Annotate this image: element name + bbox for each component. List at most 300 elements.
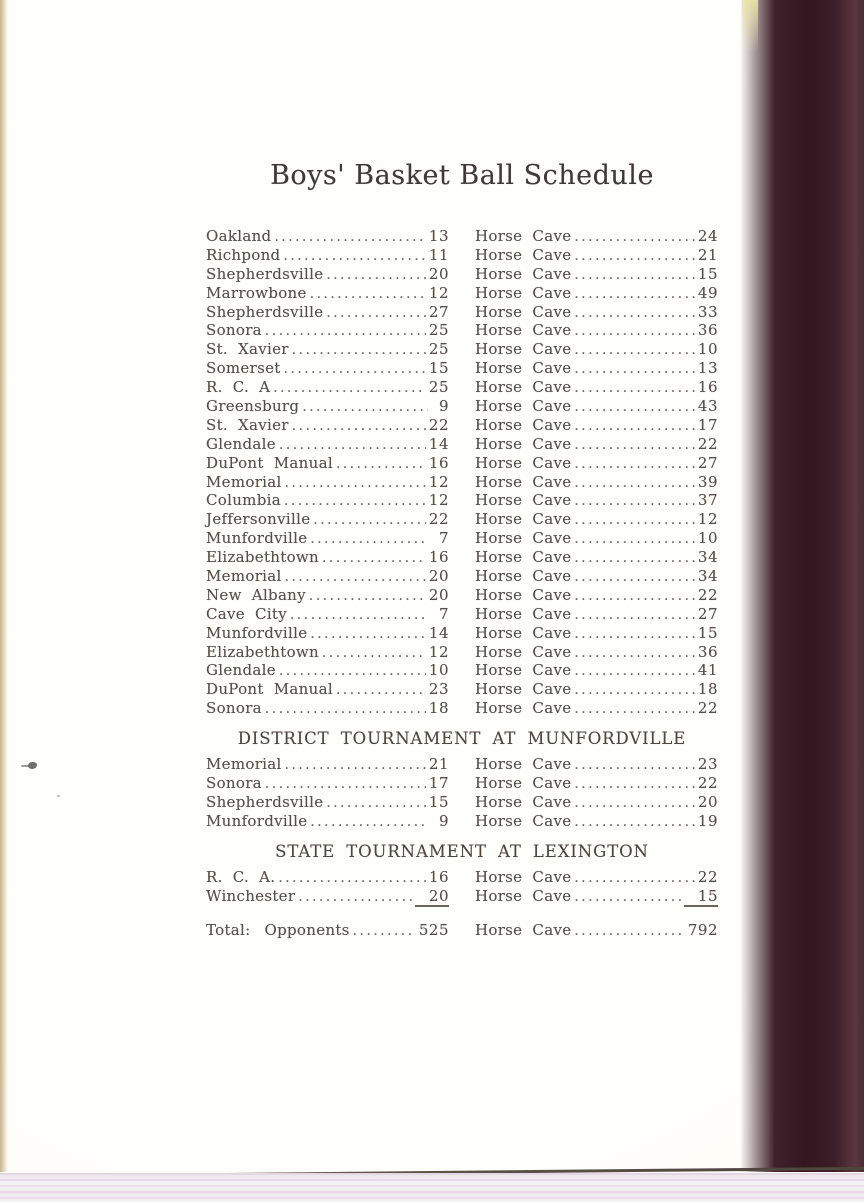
horse-cave-score: 41 — [697, 661, 718, 680]
binding-top-highlight — [742, 0, 758, 52]
opponent-game — [206, 340, 449, 358]
opponent-game — [206, 246, 449, 264]
schedule-row — [206, 643, 718, 662]
opponent-score: 16 — [428, 548, 449, 567]
dot-leader — [574, 607, 695, 623]
opponent-game — [206, 265, 449, 283]
opponent-score: 20 — [428, 264, 449, 283]
horse-cave-game — [475, 605, 718, 623]
dot-leader — [574, 418, 695, 434]
horse-cave-score: 43 — [697, 397, 718, 416]
opponent-name: Columbia — [206, 491, 281, 510]
opponent-score: 12 — [428, 491, 449, 510]
horse-cave-game — [475, 887, 718, 907]
dot-leader — [574, 870, 695, 886]
opponent-score: 22 — [428, 510, 449, 529]
opponent-score: 9 — [438, 397, 449, 416]
opponent-name: Jeffersonville — [206, 510, 311, 529]
opponent-name: Glendale — [206, 434, 276, 453]
dot-leader — [326, 267, 426, 283]
opponent-score: 10 — [428, 661, 449, 680]
horse-cave-game — [475, 548, 718, 566]
opponent-game — [206, 793, 449, 811]
dot-leader — [574, 512, 695, 528]
dot-leader — [322, 550, 426, 566]
horse-cave-name: Horse Cave — [475, 302, 572, 321]
horse-cave-name: Horse Cave — [475, 548, 572, 567]
opponent-game — [206, 397, 449, 415]
opponent-name: Shepherdsville — [206, 792, 324, 811]
horse-cave-game — [475, 416, 718, 434]
dot-leader — [292, 342, 426, 358]
horse-cave-game — [475, 624, 718, 642]
horse-cave-name: Horse Cave — [475, 434, 572, 453]
dot-leader — [309, 588, 426, 604]
opponent-name: R. C. A — [206, 378, 271, 397]
dot-leader — [574, 588, 695, 604]
main-schedule — [206, 227, 718, 718]
schedule-row — [206, 359, 718, 378]
dot-leader — [273, 380, 426, 396]
schedule-row — [206, 378, 718, 397]
horse-cave-score: 33 — [697, 302, 718, 321]
horse-cave-score: 18 — [697, 680, 718, 699]
opponent-score: 27 — [428, 302, 449, 321]
dot-leader — [574, 531, 695, 547]
opponent-game — [206, 586, 449, 604]
opponent-game — [206, 812, 449, 830]
horse-cave-name: Horse Cave — [475, 774, 572, 793]
schedule-row — [206, 265, 718, 284]
horse-cave-name: Horse Cave — [475, 867, 572, 886]
district-tournament-schedule — [206, 755, 718, 831]
dot-leader — [574, 437, 695, 453]
schedule-row — [206, 284, 718, 303]
opponent-score: 21 — [428, 755, 449, 774]
dot-leader — [574, 663, 695, 679]
opponents-total-name: Opponents — [264, 920, 350, 939]
opponent-name: DuPont Manual — [206, 453, 333, 472]
schedule-row — [206, 567, 718, 586]
schedule-row — [206, 661, 718, 680]
horse-cave-score: 37 — [697, 491, 718, 510]
opponent-score: 7 — [438, 529, 449, 548]
schedule-row — [206, 774, 718, 793]
opponent-score: 25 — [428, 378, 449, 397]
dot-leader — [313, 512, 426, 528]
opponent-game — [206, 755, 449, 773]
dot-leader — [574, 267, 695, 283]
horse-cave-score: 27 — [697, 604, 718, 623]
dot-leader — [574, 682, 695, 698]
opponent-name: Somerset — [206, 359, 281, 378]
state-tournament-schedule — [206, 868, 718, 906]
horse-cave-score: 49 — [697, 283, 718, 302]
opponent-score: 11 — [428, 245, 449, 264]
horse-cave-name: Horse Cave — [475, 397, 572, 416]
dot-leader — [285, 757, 426, 773]
horse-cave-game — [475, 680, 718, 698]
schedule-row — [206, 510, 718, 529]
opponent-score: 16 — [428, 453, 449, 472]
opponent-score: 15 — [428, 792, 449, 811]
horse-cave-name: Horse Cave — [475, 453, 572, 472]
horse-cave-score: 34 — [697, 567, 718, 586]
opponent-name: Memorial — [206, 472, 282, 491]
horse-cave-score: 39 — [697, 472, 718, 491]
horse-cave-name: Horse Cave — [475, 699, 572, 718]
opponent-name: R. C. A. — [206, 867, 276, 886]
opponent-name: Richpond — [206, 245, 281, 264]
dot-leader — [265, 776, 426, 792]
horse-cave-score: 23 — [697, 755, 718, 774]
dot-leader — [574, 645, 695, 661]
opponent-game — [206, 529, 449, 547]
opponent-name: Memorial — [206, 755, 282, 774]
dot-leader — [298, 889, 412, 905]
opponent-name: Munfordville — [206, 529, 308, 548]
dot-leader — [284, 361, 426, 377]
opponent-game — [206, 284, 449, 302]
schedule-row — [206, 227, 718, 246]
horse-cave-score: 22 — [697, 774, 718, 793]
horse-cave-game — [475, 397, 718, 415]
opponent-game — [206, 473, 449, 491]
dot-leader — [265, 323, 426, 339]
horse-cave-game — [475, 454, 718, 472]
opponent-score: 25 — [428, 340, 449, 359]
opponent-name: Winchester — [206, 886, 296, 905]
schedule-row — [206, 473, 718, 492]
opponent-game — [206, 868, 449, 886]
opponent-name: Shepherdsville — [206, 302, 324, 321]
horse-cave-game — [475, 755, 718, 773]
opponent-name: Elizabethtown — [206, 548, 320, 567]
horse-cave-score: 17 — [697, 415, 718, 434]
opponent-name: Marrowbone — [206, 283, 307, 302]
horse-cave-score: 15 — [684, 887, 718, 907]
horse-cave-score: 36 — [697, 642, 718, 661]
schedule-row — [206, 699, 718, 718]
schedule-row — [206, 246, 718, 265]
opponent-game — [206, 321, 449, 339]
dot-leader — [353, 923, 416, 939]
opponent-name: Glendale — [206, 661, 276, 680]
schedule-row — [206, 605, 718, 624]
opponent-score: 12 — [428, 472, 449, 491]
dot-leader — [574, 229, 695, 245]
horse-cave-score: 19 — [697, 811, 718, 830]
horse-cave-game — [475, 265, 718, 283]
dot-leader — [574, 493, 695, 509]
dot-leader — [574, 795, 695, 811]
dot-leader — [574, 626, 695, 642]
opponent-game — [206, 359, 449, 377]
horse-cave-game — [475, 699, 718, 717]
opponent-score: 20 — [415, 887, 449, 907]
schedule-row — [206, 680, 718, 699]
opponent-game — [206, 548, 449, 566]
opponent-score: 14 — [428, 434, 449, 453]
horse-cave-name: Horse Cave — [475, 283, 572, 302]
horse-cave-score: 24 — [697, 227, 718, 245]
schedule-row — [206, 340, 718, 359]
horse-cave-game — [475, 643, 718, 661]
opponent-game — [206, 567, 449, 585]
horse-cave-total-score: 792 — [687, 920, 718, 939]
horse-cave-name: Horse Cave — [475, 510, 572, 529]
opponent-game — [206, 416, 449, 434]
horse-cave-name: Horse Cave — [475, 585, 572, 604]
opponent-score: 20 — [428, 567, 449, 586]
opponent-score: 25 — [428, 321, 449, 340]
dot-leader — [279, 437, 426, 453]
horse-cave-name: Horse Cave — [475, 567, 572, 586]
horse-cave-name: Horse Cave — [475, 415, 572, 434]
dot-leader — [574, 814, 695, 830]
dot-leader — [302, 399, 428, 415]
horse-cave-score: 22 — [697, 867, 718, 886]
horse-cave-score: 15 — [697, 264, 718, 283]
opponent-name: New Albany — [206, 585, 306, 604]
horse-cave-game — [475, 529, 718, 547]
opponent-game — [206, 303, 449, 321]
horse-cave-game — [475, 227, 718, 245]
opponent-name: Sonora — [206, 699, 262, 718]
opponent-game — [206, 510, 449, 528]
schedule-row — [206, 416, 718, 435]
horse-cave-game — [475, 491, 718, 509]
horse-cave-name: Horse Cave — [475, 623, 572, 642]
opponent-name: St. Xavier — [206, 340, 289, 359]
opponent-name: St. Xavier — [206, 415, 289, 434]
opponent-score: 13 — [428, 227, 449, 245]
opponent-score: 15 — [428, 359, 449, 378]
total-label: Total: — [206, 920, 251, 939]
schedule-row — [206, 586, 718, 605]
schedule-row — [206, 868, 718, 887]
opponent-game — [206, 227, 449, 245]
horse-cave-game — [475, 586, 718, 604]
horse-cave-name: Horse Cave — [475, 245, 572, 264]
horse-cave-score: 27 — [697, 453, 718, 472]
horse-cave-name: Horse Cave — [475, 491, 572, 510]
opponent-score: 16 — [428, 867, 449, 886]
horse-cave-name: Horse Cave — [475, 604, 572, 623]
horse-cave-score: 10 — [697, 529, 718, 548]
dot-leader — [574, 456, 695, 472]
opponent-score: 23 — [428, 680, 449, 699]
horse-cave-game — [475, 340, 718, 358]
horse-cave-score: 12 — [697, 510, 718, 529]
horse-cave-game — [475, 321, 718, 339]
page-content — [206, 160, 718, 939]
opponent-score: 20 — [428, 585, 449, 604]
horse-cave-game — [475, 378, 718, 396]
opponent-name: Oakland — [206, 227, 272, 245]
dot-leader — [310, 531, 428, 547]
horse-cave-score: 13 — [697, 359, 718, 378]
horse-cave-name: Horse Cave — [475, 359, 572, 378]
dot-leader — [574, 342, 695, 358]
horse-cave-game — [475, 793, 718, 811]
dot-leader — [574, 701, 695, 717]
dot-leader — [326, 305, 426, 321]
opponent-score: 14 — [428, 623, 449, 642]
horse-cave-name: Horse Cave — [475, 340, 572, 359]
schedule-row — [206, 755, 718, 774]
dot-leader — [574, 550, 695, 566]
opponent-game — [206, 605, 449, 623]
schedule-row — [206, 793, 718, 812]
dot-leader — [284, 493, 426, 509]
horse-cave-name: Horse Cave — [475, 792, 572, 811]
page-title: Boys' Basket Ball Schedule — [270, 160, 654, 191]
page-left-edge — [0, 0, 8, 1172]
opponent-score: 12 — [428, 642, 449, 661]
opponent-name: Shepherdsville — [206, 264, 324, 283]
dot-leader — [574, 286, 695, 302]
dot-leader — [278, 870, 426, 886]
schedule-row — [206, 491, 718, 510]
horse-cave-name: Horse Cave — [475, 378, 572, 397]
dot-leader — [336, 682, 426, 698]
dot-leader — [574, 569, 695, 585]
opponent-name: Memorial — [206, 567, 282, 586]
opponent-score: 17 — [428, 774, 449, 793]
horse-cave-score: 16 — [697, 378, 718, 397]
dot-leader — [283, 248, 425, 264]
schedule-row — [206, 321, 718, 340]
opponent-score: 22 — [428, 415, 449, 434]
dot-leader — [285, 475, 426, 491]
opponent-name: Greensburg — [206, 397, 300, 416]
horse-cave-name: Horse Cave — [475, 529, 572, 548]
horse-cave-score: 21 — [697, 245, 718, 264]
dot-leader — [574, 757, 695, 773]
horse-cave-score: 34 — [697, 548, 718, 567]
opponent-score: 7 — [438, 604, 449, 623]
opponent-name: Munfordville — [206, 623, 308, 642]
horse-cave-game — [475, 812, 718, 830]
horse-cave-score: 10 — [697, 340, 718, 359]
state-tournament-heading: STATE TOURNAMENT AT LEXINGTON — [275, 841, 649, 861]
dot-leader — [574, 305, 695, 321]
horse-cave-name: Horse Cave — [475, 264, 572, 283]
horse-cave-name: Horse Cave — [475, 642, 572, 661]
horse-cave-game — [475, 246, 718, 264]
schedule-row — [206, 435, 718, 454]
schedule-row — [206, 624, 718, 643]
dot-leader — [310, 626, 426, 642]
opponent-game — [206, 435, 449, 453]
horse-cave-game — [475, 774, 718, 792]
horse-cave-score: 36 — [697, 321, 718, 340]
horse-cave-game — [475, 473, 718, 491]
opponent-game — [206, 661, 449, 679]
page-bottom-band — [0, 1173, 864, 1202]
opponent-score: 18 — [428, 699, 449, 718]
horse-cave-name: Horse Cave — [475, 755, 572, 774]
schedule-row — [206, 529, 718, 548]
opponent-name: Cave City — [206, 604, 288, 623]
dot-leader — [574, 889, 681, 905]
totals-row — [206, 921, 718, 940]
horse-cave-game — [475, 510, 718, 528]
dot-leader — [574, 361, 695, 377]
schedule-row — [206, 812, 718, 831]
ink-smudge — [21, 761, 37, 771]
dot-leader — [336, 456, 426, 472]
horse-cave-name: Horse Cave — [475, 886, 572, 905]
opponent-game — [206, 454, 449, 472]
horse-cave-game — [475, 284, 718, 302]
dot-leader — [285, 569, 426, 585]
horse-cave-name: Horse Cave — [475, 227, 572, 245]
opponent-game — [206, 680, 449, 698]
horse-cave-total-game — [475, 921, 718, 939]
opponent-game — [206, 774, 449, 792]
dot-leader — [310, 286, 426, 302]
district-tournament-heading: DISTRICT TOURNAMENT AT MUNFORDVILLE — [237, 729, 687, 749]
horse-cave-game — [475, 435, 718, 453]
opponents-total-score: 525 — [418, 920, 449, 939]
horse-cave-score: 22 — [697, 699, 718, 718]
opponent-game — [206, 491, 449, 509]
schedule-row — [206, 548, 718, 567]
horse-cave-game — [475, 868, 718, 886]
opponent-game — [206, 643, 449, 661]
dot-leader — [574, 323, 695, 339]
horse-cave-game — [475, 567, 718, 585]
opponent-name: DuPont Manual — [206, 680, 333, 699]
dot-leader — [574, 776, 695, 792]
horse-cave-score: 22 — [697, 434, 718, 453]
schedule-row — [206, 303, 718, 322]
dot-leader — [279, 663, 426, 679]
ink-speck — [57, 795, 60, 797]
dot-leader — [310, 814, 428, 830]
horse-cave-name: Horse Cave — [475, 472, 572, 491]
dot-leader — [322, 645, 426, 661]
schedule-row — [206, 397, 718, 416]
horse-cave-name: Horse Cave — [475, 661, 572, 680]
dot-leader — [292, 418, 426, 434]
horse-cave-score: 15 — [697, 623, 718, 642]
horse-cave-name: Horse Cave — [475, 811, 572, 830]
horse-cave-game — [475, 303, 718, 321]
horse-cave-total-name: Horse Cave — [475, 920, 572, 939]
opponents-total-game — [206, 921, 449, 939]
horse-cave-name: Horse Cave — [475, 321, 572, 340]
horse-cave-game — [475, 359, 718, 377]
dot-leader — [574, 923, 684, 939]
dot-leader — [574, 399, 695, 415]
opponent-game — [206, 887, 449, 907]
opponent-game — [206, 624, 449, 642]
opponent-name: Elizabethtown — [206, 642, 320, 661]
dot-leader — [265, 701, 426, 717]
opponent-name: Sonora — [206, 774, 262, 793]
opponent-name: Munfordville — [206, 811, 308, 830]
horse-cave-name: Horse Cave — [475, 680, 572, 699]
dot-leader — [326, 795, 426, 811]
opponent-score: 9 — [438, 811, 449, 830]
dot-leader — [574, 248, 695, 264]
opponent-game — [206, 378, 449, 396]
schedule-row — [206, 887, 718, 906]
horse-cave-score: 22 — [697, 585, 718, 604]
